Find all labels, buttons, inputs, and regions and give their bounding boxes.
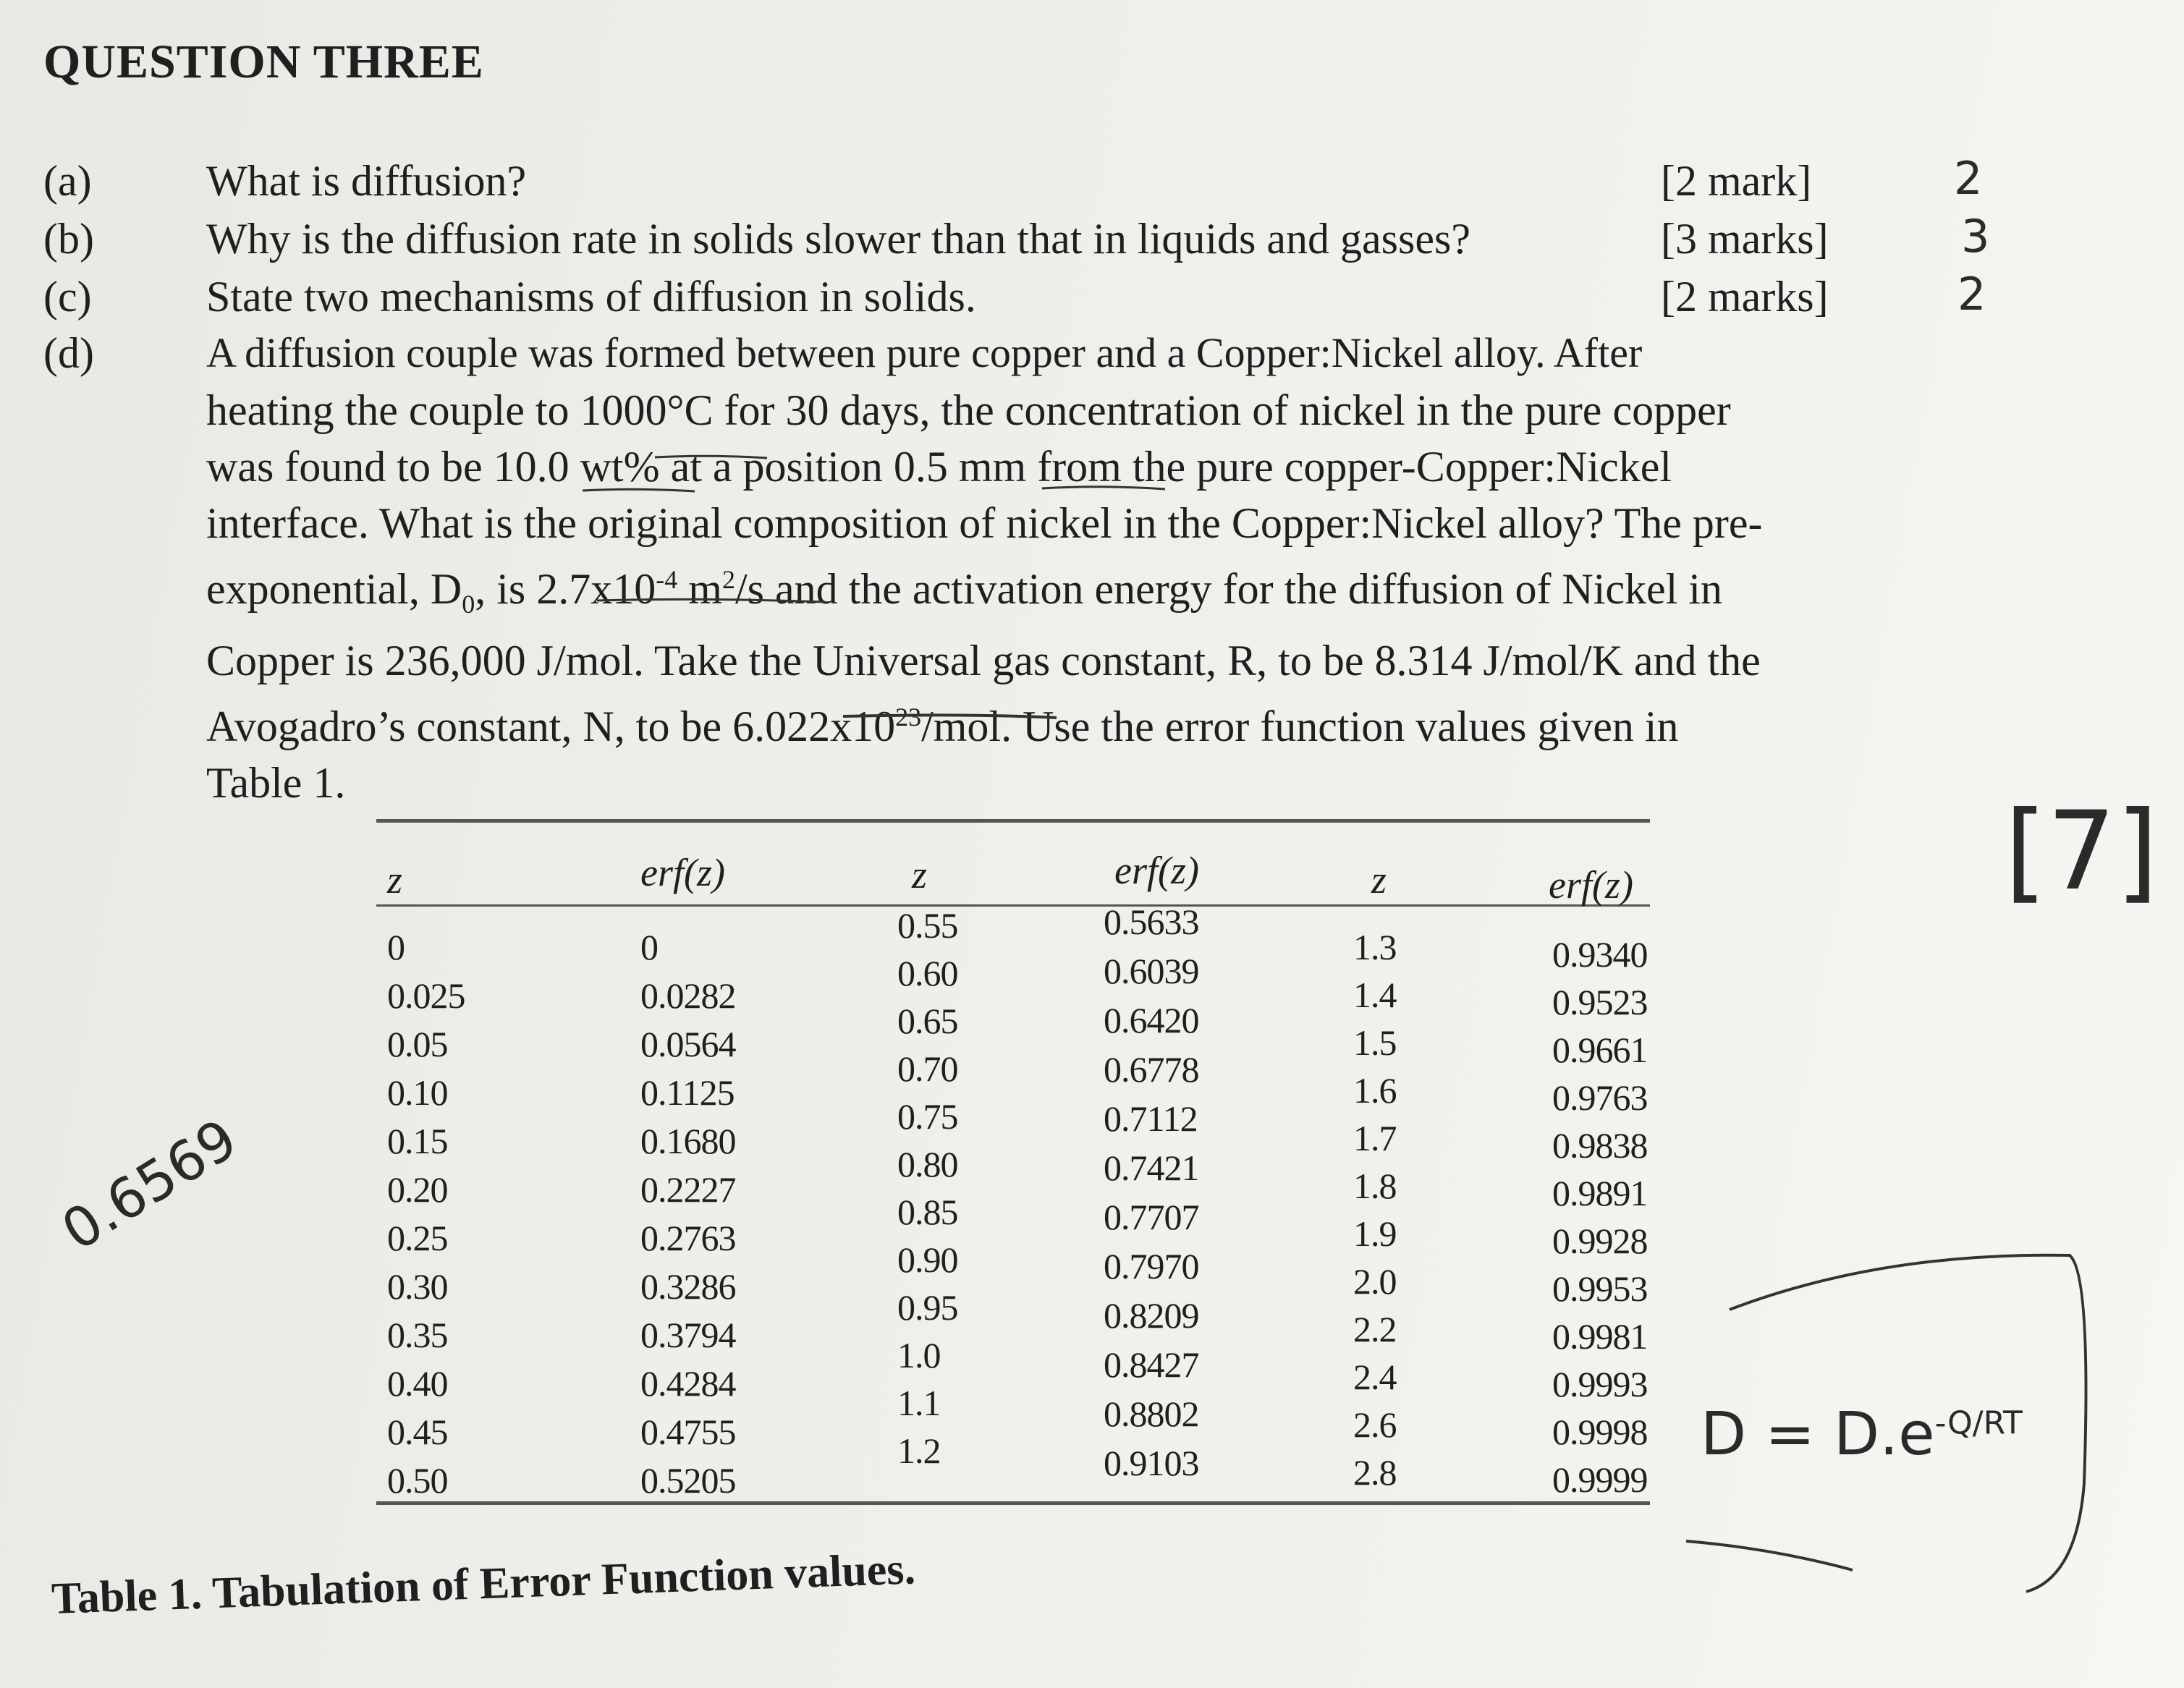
cell-erf-1-2: 0.0564 — [640, 1024, 736, 1064]
question-d-line-5: Copper is 236,000 J/mol. Take the Universal gas constant, R, to be 8.314 J/mol/K and the — [206, 637, 1761, 684]
line-6-part-c: /mol. Use the error function values given in — [921, 703, 1679, 750]
cell-z-2-5: 0.80 — [897, 1144, 958, 1184]
cell-erf-1-1: 0.0282 — [640, 975, 736, 1016]
cell-erf-1-10: 0.4755 — [640, 1412, 736, 1452]
cell-z-1-2: 0.05 — [387, 1024, 448, 1064]
question-b-label: (b) — [43, 215, 94, 263]
header-erf-1: erf(z) — [640, 851, 725, 894]
cell-erf-2-2: 0.6420 — [1104, 1000, 1199, 1040]
cell-z-3-8: 2.2 — [1353, 1309, 1397, 1349]
hand-formula-base: D = D.e — [1701, 1400, 1935, 1469]
cell-z-2-6: 0.85 — [897, 1192, 958, 1232]
table-header-rule — [376, 904, 1650, 907]
cell-z-2-10: 1.1 — [897, 1383, 941, 1423]
line-4-part-c: , is 2.7x10 — [475, 565, 656, 613]
question-b-marks: [3 marks] — [1661, 215, 1829, 263]
cell-z-3-0: 1.3 — [1353, 927, 1397, 967]
cell-z-2-3: 0.70 — [897, 1048, 958, 1089]
cell-erf-2-10: 0.8802 — [1104, 1394, 1199, 1434]
cell-z-2-8: 0.95 — [897, 1287, 958, 1328]
cell-erf-3-9: 0.9993 — [1552, 1364, 1648, 1404]
cell-erf-3-5: 0.9891 — [1552, 1173, 1648, 1213]
cell-z-3-3: 1.6 — [1353, 1070, 1397, 1111]
table-top-rule — [376, 819, 1650, 823]
table-bottom-rule — [376, 1501, 1650, 1505]
hand-formula-exponent: -Q/RT — [1934, 1404, 2023, 1442]
question-c-marks: [2 marks] — [1661, 273, 1829, 321]
hand-mark-c: 2 — [1957, 268, 1986, 321]
cell-z-1-7: 0.30 — [387, 1266, 448, 1307]
cell-z-2-7: 0.90 — [897, 1239, 958, 1280]
exponent-two: 2 — [721, 565, 735, 594]
table-caption: Table 1. Tabulation of Error Function values. — [51, 1544, 917, 1624]
header-z-3: z — [1371, 858, 1387, 902]
d-zero-subscript: 0 — [462, 590, 475, 619]
cell-z-1-0: 0 — [387, 927, 405, 967]
line-4-part-a: exponential, D — [206, 565, 462, 613]
cell-erf-1-11: 0.5205 — [640, 1460, 736, 1501]
cell-z-3-11: 2.8 — [1353, 1452, 1397, 1493]
question-d-line-2: was found to be 10.0 wt% at a position 0.5 mm from the pure copper-Copper:Nickel — [206, 443, 1672, 491]
cell-erf-2-6: 0.7707 — [1104, 1197, 1199, 1237]
question-a-text: What is diffusion? — [206, 157, 527, 205]
question-a-label: (a) — [43, 157, 92, 205]
cell-erf-1-0: 0 — [640, 927, 658, 967]
cell-z-1-8: 0.35 — [387, 1315, 448, 1355]
cell-erf-2-3: 0.6778 — [1104, 1049, 1199, 1090]
header-erf-2: erf(z) — [1114, 849, 1199, 892]
cell-erf-3-2: 0.9661 — [1552, 1030, 1648, 1070]
line-4-part-e: m — [677, 565, 722, 613]
cell-erf-1-7: 0.3286 — [640, 1266, 736, 1307]
hand-mark-b: 3 — [1961, 210, 1990, 263]
question-d-label: (d) — [43, 329, 94, 377]
cell-z-1-4: 0.15 — [387, 1121, 448, 1161]
cell-z-1-10: 0.45 — [387, 1412, 448, 1452]
line-4-part-g: /s and the activation energy for the diffusion of Nickel in — [735, 565, 1723, 613]
hand-formula — [1701, 1400, 2023, 1469]
cell-z-2-2: 0.65 — [897, 1001, 958, 1041]
cell-erf-2-4: 0.7112 — [1104, 1098, 1198, 1139]
question-d-line-7: Table 1. — [206, 759, 346, 807]
question-b-text: Why is the diffusion rate in solids slower than that in liquids and gasses? — [206, 215, 1470, 263]
cell-erf-1-5: 0.2227 — [640, 1169, 736, 1210]
line-6-part-a: Avogadro’s constant, N, to be 6.022x10 — [206, 703, 896, 750]
cell-z-1-3: 0.10 — [387, 1072, 448, 1113]
cell-erf-3-6: 0.9928 — [1552, 1221, 1648, 1261]
question-d-text: A diffusion couple was formed between pure copper and a Copper:Nickel alloy. After — [206, 329, 1643, 376]
cell-z-1-1: 0.025 — [387, 975, 465, 1016]
cell-erf-3-8: 0.9981 — [1552, 1316, 1648, 1357]
cell-erf-2-9: 0.8427 — [1104, 1344, 1199, 1385]
cell-erf-2-8: 0.8209 — [1104, 1295, 1199, 1336]
cell-erf-2-7: 0.7970 — [1104, 1246, 1199, 1286]
cell-z-3-4: 1.7 — [1353, 1118, 1397, 1158]
cell-erf-3-0: 0.9340 — [1552, 934, 1648, 975]
cell-z-3-6: 1.9 — [1353, 1213, 1397, 1254]
cell-z-3-2: 1.5 — [1353, 1022, 1397, 1063]
cell-erf-2-11: 0.9103 — [1104, 1443, 1199, 1483]
cell-erf-3-4: 0.9838 — [1552, 1125, 1648, 1166]
cell-erf-2-1: 0.6039 — [1104, 951, 1199, 991]
cell-erf-3-3: 0.9763 — [1552, 1077, 1648, 1118]
cell-z-1-6: 0.25 — [387, 1218, 448, 1258]
cell-z-3-5: 1.8 — [1353, 1166, 1397, 1206]
cell-z-2-0: 0.55 — [897, 905, 958, 946]
cell-erf-1-8: 0.3794 — [640, 1315, 736, 1355]
cell-z-1-11: 0.50 — [387, 1460, 448, 1501]
hand-total: [7] — [2005, 789, 2159, 915]
exponent-minus-four: -4 — [656, 565, 678, 594]
cell-erf-3-11: 0.9999 — [1552, 1459, 1648, 1500]
cell-erf-1-4: 0.1680 — [640, 1121, 736, 1161]
cell-erf-2-0: 0.5633 — [1104, 902, 1199, 942]
question-a-marks: [2 mark] — [1661, 157, 1812, 205]
cell-z-2-4: 0.75 — [897, 1096, 958, 1137]
cell-z-2-11: 1.2 — [897, 1430, 941, 1471]
question-heading: QUESTION THREE — [43, 35, 484, 88]
cell-erf-1-9: 0.4284 — [640, 1363, 736, 1404]
exponent-twenty-three: 23 — [895, 703, 922, 731]
cell-erf-3-1: 0.9523 — [1552, 982, 1648, 1022]
cell-z-3-7: 2.0 — [1353, 1261, 1397, 1302]
cell-erf-2-5: 0.7421 — [1104, 1148, 1199, 1188]
cell-erf-1-6: 0.2763 — [640, 1218, 736, 1258]
hand-mark-a: 2 — [1954, 152, 1983, 205]
header-z-2: z — [912, 853, 928, 896]
question-c-text: State two mechanisms of diffusion in solids. — [206, 273, 976, 321]
question-d-line-1: heating the couple to 1000°C for 30 days, the concentration of nickel in the pure copper — [206, 386, 1731, 434]
cell-erf-1-3: 0.1125 — [640, 1072, 735, 1113]
cell-erf-3-10: 0.9998 — [1552, 1412, 1648, 1452]
cell-z-1-5: 0.20 — [387, 1169, 448, 1210]
erf-table — [376, 818, 1650, 1512]
cell-z-3-9: 2.4 — [1353, 1357, 1397, 1397]
question-d-line-3: interface. What is the original composition of nickel in the Copper:Nickel alloy? The pre- — [206, 499, 1763, 547]
cell-z-2-9: 1.0 — [897, 1335, 941, 1375]
header-z-1: z — [387, 858, 403, 902]
cell-erf-3-7: 0.9953 — [1552, 1268, 1648, 1309]
cell-z-1-9: 0.40 — [387, 1363, 448, 1404]
hand-left-note: 0.6569 — [51, 1106, 248, 1263]
cell-z-3-1: 1.4 — [1353, 975, 1397, 1015]
cell-z-2-1: 0.60 — [897, 953, 958, 993]
header-erf-3: erf(z) — [1549, 863, 1633, 907]
question-c-label: (c) — [43, 273, 92, 321]
cell-z-3-10: 2.6 — [1353, 1404, 1397, 1445]
